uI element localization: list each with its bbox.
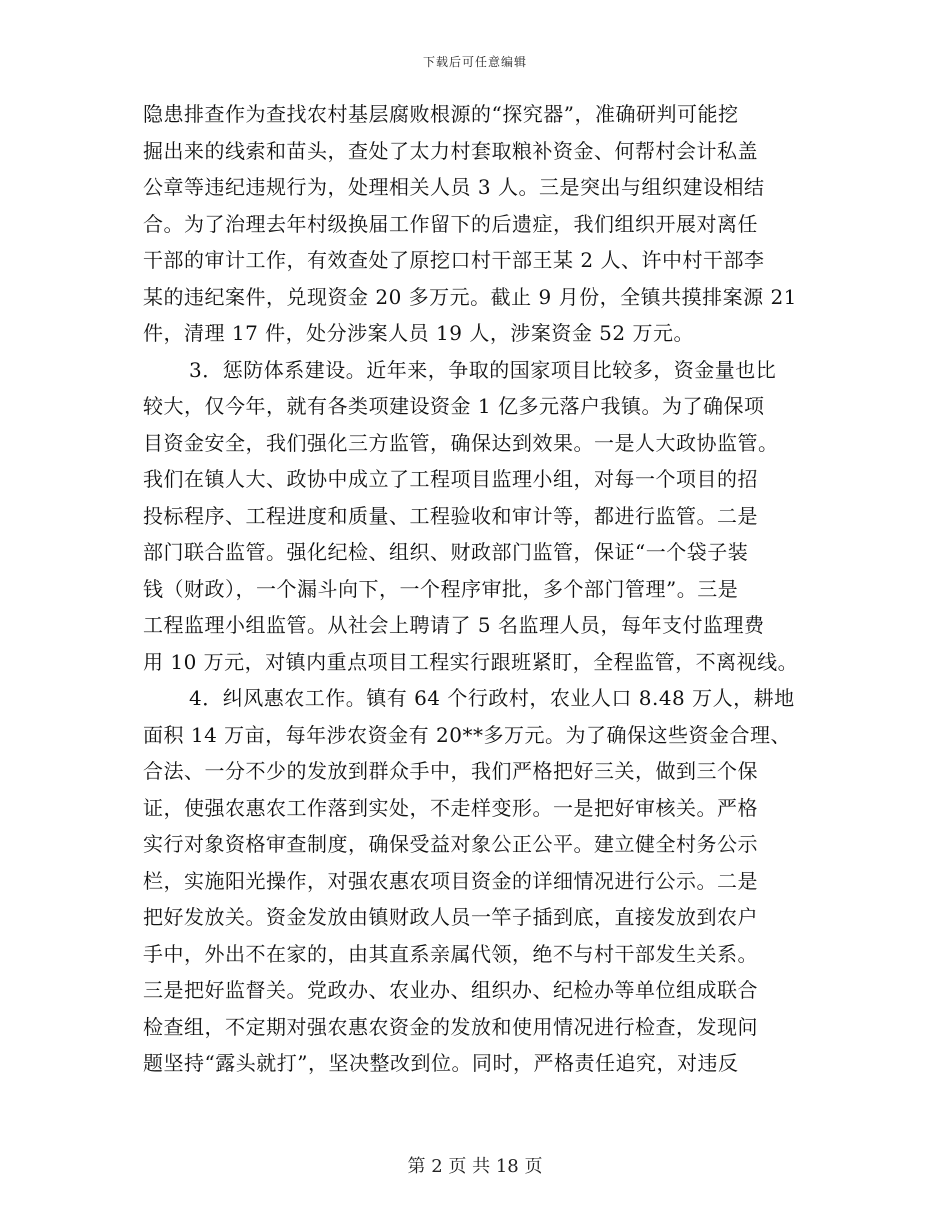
text-line: 检查组，不定期对强农惠农资金的发放和使用情况进行检查，发现问 [143, 1014, 758, 1039]
text-line: 公章等违纪违规行为，处理相关人员 3 人。三是突出与组织建设相结 [143, 175, 765, 199]
text-line: 栏，实施阳光操作，对强农惠农项目资金的详细情况进行公示。二是 [143, 868, 758, 893]
text-line: 投标程序、工程进度和质量、工程验收和审计等，都进行监管。二是 [143, 503, 758, 528]
text-line: 目资金安全，我们强化三方监管，确保达到效果。一是人大政协监管。 [143, 430, 779, 455]
text-line: 手中，外出不在家的，由其直系亲属代领，绝不与村干部发生关系。 [143, 941, 758, 966]
text-line: 题坚持“露头就打”，坚决整改到位。同时，严格责任追究，对违反 [143, 1051, 739, 1075]
page-header: 下载后可任意编辑 [422, 55, 527, 69]
text-line: 件，清理 17 件，处分涉案人员 19 人，涉案资金 52 万元。 [143, 321, 694, 345]
text-line: 把好发放关。资金发放由镇财政人员一竿子插到底，直接发放到农户 [143, 905, 758, 929]
document-body [143, 96, 823, 1082]
text-line: 面积 14 万亩，每年涉农资金有 20**多万元。为了确保这些资金合理、 [143, 722, 791, 747]
text-line: 某的违纪案件，兑现资金 20 多万元。截止 9 月份，全镇共摸排案源 21 [143, 284, 797, 309]
text-line: 实行对象资格审查制度，确保受益对象公正公平。建立健全村务公示 [143, 832, 758, 856]
text-line: 钱（财政），一个漏斗向下，一个程序审批，多个部门管理”。三是 [143, 576, 739, 601]
page-footer: 第 2 页 共 18 页 [407, 1156, 543, 1177]
paragraph-first-line: 3．惩防体系建设。近年来，争取的国家项目比较多，资金量也比 [189, 357, 777, 382]
text-line: 较大，仅今年，就有各类项建设资金 1 亿多元落户我镇。为了确保项 [143, 394, 765, 418]
text-line: 工程监理小组监管。从社会上聘请了 5 名监理人员，每年支付监理费 [143, 613, 765, 637]
text-line: 三是把好监督关。党政办、农业办、组织办、纪检办等单位组成联合 [143, 978, 758, 1002]
text-line: 用 10 万元，对镇内重点项目工程实行跟班紧盯，全程监管，不离视线。 [143, 649, 799, 674]
text-line: 我们在镇人大、政协中成立了工程项目监理小组，对每一个项目的招 [143, 467, 758, 491]
text-line: 部门联合监管。强化纪检、组织、财政部门监管，保证“一个袋子装 [143, 540, 749, 564]
paragraph-first-line: 4．纠风惠农工作。镇有 64 个行政村，农业人口 8.48 万人，耕地 [189, 686, 795, 710]
text-line: 掘出来的线索和苗头，查处了太力村套取粮补资金、何帮村会计私盖 [143, 138, 758, 163]
text-line: 合。为了治理去年村级换届工作留下的后遗症，我们组织开展对离任 [143, 211, 758, 236]
text-line: 隐患排查作为查找农村基层腐败根源的“探究器”，准确研判可能挖 [143, 102, 739, 126]
text-line: 干部的审计工作，有效查处了原挖口村干部王某 2 人、许中村干部李 [143, 248, 765, 272]
text-line: 证，使强农惠农工作落到实处，不走样变形。一是把好审核关。严格 [143, 795, 758, 820]
text-line: 合法、一分不少的发放到群众手中，我们严格把好三关，做到三个保 [143, 759, 758, 783]
